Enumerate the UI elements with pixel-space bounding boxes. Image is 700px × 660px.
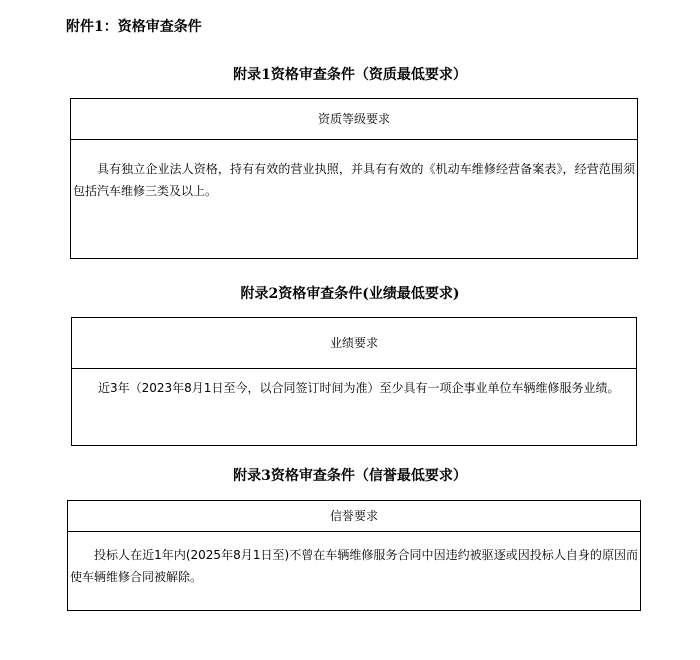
section-3-body: 投标人在近1年内(2025年8月1日至)不曾在车辆维修服务合同中因违约被驱逐或因投标人自身的原因而使车辆维修合同被解除。 [68, 532, 641, 611]
section-2-table [71, 317, 637, 446]
attachment-heading: 附件1：资格审查条件 [66, 19, 202, 35]
section-3-title: 附录3资格审查条件（信誉最低要求） [233, 468, 467, 484]
section-2-title: 附录2资格审查条件(业绩最低要求) [240, 286, 460, 302]
section-1-table [70, 98, 638, 259]
section-2-body: 近3年（2023年8月1日至今，以合同签订时间为准）至少具有一项企事业单位车辆维修服务业绩。 [72, 369, 637, 446]
section-1-header: 资质等级要求 [71, 99, 638, 140]
section-1-body: 具有独立企业法人资格，持有有效的营业执照，并具有有效的《机动车维修经营备案表》，经营范围须包括汽车维修三类及以上。 [71, 140, 638, 259]
section-3-header: 信誉要求 [68, 501, 641, 532]
section-3-table [67, 500, 641, 611]
section-1-title: 附录1资格审查条件（资质最低要求） [233, 67, 467, 83]
section-2-header: 业绩要求 [72, 318, 637, 369]
